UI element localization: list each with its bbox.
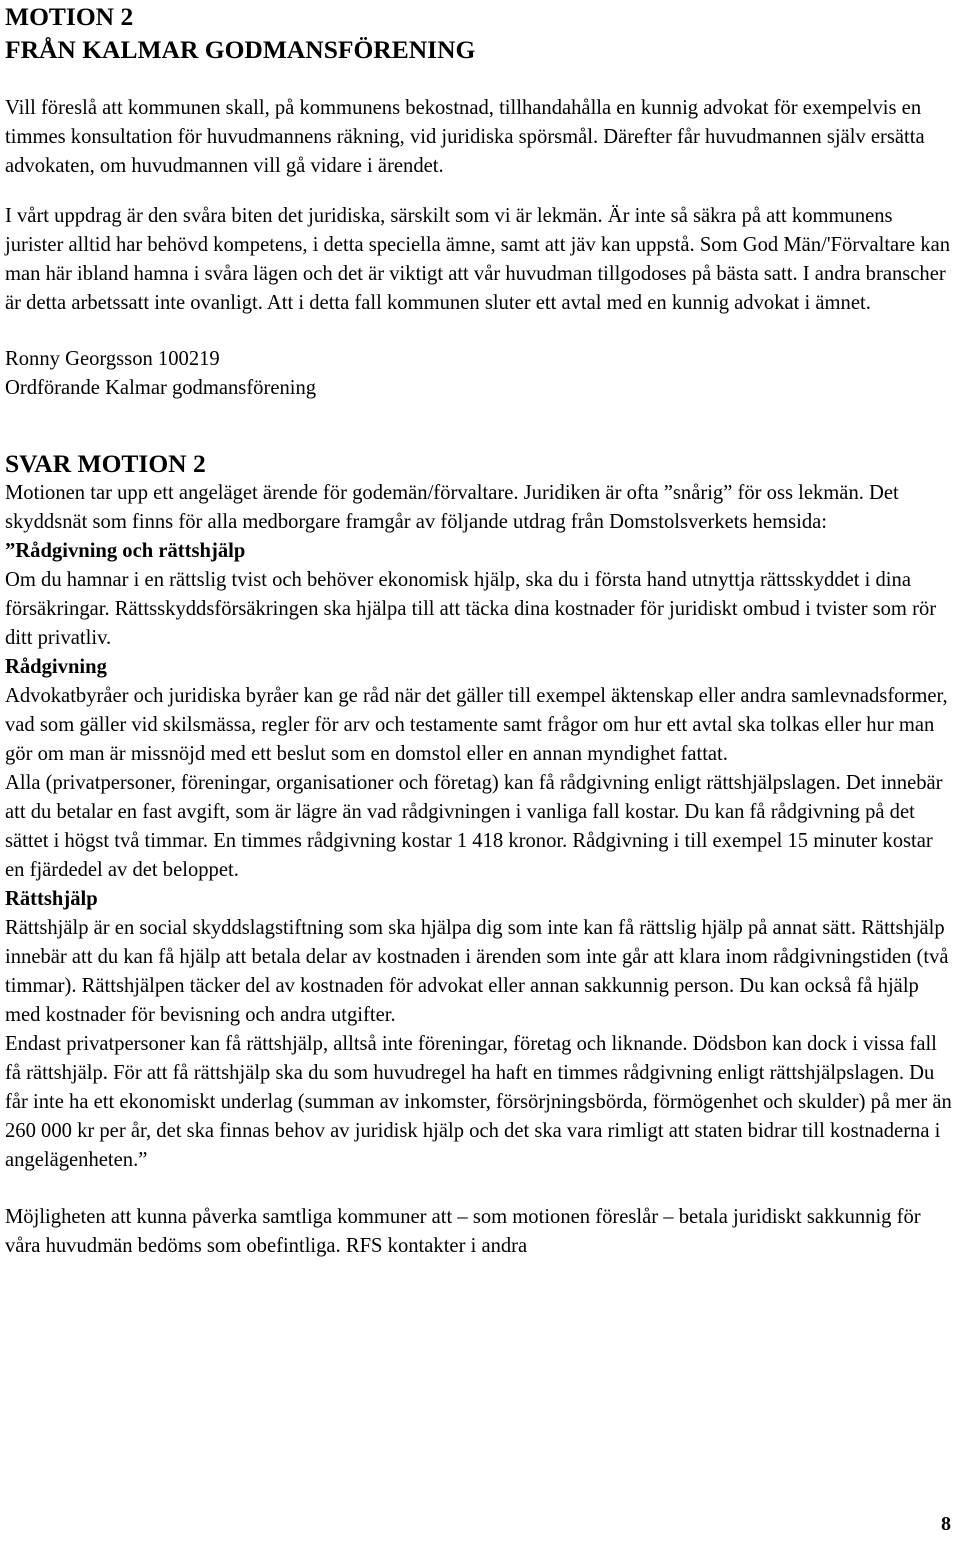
quote-heading: ”Rådgivning och rättshjälp xyxy=(5,540,246,562)
answer-heading: SVAR MOTION 2 xyxy=(5,449,206,478)
motion-subtitle: FRÅN KALMAR GODMANSFÖRENING xyxy=(5,35,476,64)
signature-name: Ronny Georgsson 100219 xyxy=(5,348,220,370)
quote-paragraph-1: Om du hamnar i en rättslig tvist och behöver ekonomisk hjälp, ska du i första hand utnyttja rättsskyddet i dina försäkringar. Rättsskyddsförsäkringen ska hjälpa till att täcka dina kostnader för juridiskt ombud i tvister som rör ditt privatliv. xyxy=(5,569,937,649)
page-number: 8 xyxy=(941,1513,951,1535)
radgivning-paragraph-1: Advokatbyråer och juridiska byråer kan ge råd när det gäller till exempel äktenskap eller andra samlevnadsformer, vad som gäller vid skilsmässa, regler för arv och testamente samt frågor om hur ett avtal ska tolkas eller hur man gör om man är missnöjd med ett beslut som en domstol eller en annan myndighet fattat. xyxy=(5,685,948,765)
motion-paragraph-1: Vill föreslå att kommunen skall, på kommunens bekostnad, tillhandahålla en kunnig advokat för exempelvis en timmes konsultation för huvudmannens räkning, vid juridiska spörsmål. Därefter får huvudmannen själv ersätta advokaten, om huvudmannen vill gå vidare i ärendet. xyxy=(5,97,925,177)
motion-paragraph-2: I vårt uppdrag är den svåra biten det juridiska, särskilt som vi är lekmän. Är inte så säkra på att kommunens jurister alltid har behövd kompetens, i detta speciella ämne, samt att jäv kan uppstå. Som God Män/'Förvaltare kan man här ibland hamna i svåra lägen och det är viktigt att vår huvudman tillgodoses på bästa satt. I andra branscher är detta arbetssatt inte ovanligt. Att i detta fall kommunen sluter ett avtal med en kunnig advokat i ämnet. xyxy=(5,205,951,314)
rattshjalp-paragraph-1: Rättshjälp är en social skyddslagstiftning som ska hjälpa dig som inte kan få rättslig hjälp på annat sätt. Rättshjälp innebär att du kan få hjälp att betala delar av kostnaden i ärenden som inte går att klara inom rådgivningstiden (två timmar). Rättshjälpen täcker del av kostnaden för advokat eller annan sakkunnig person. Du kan också få hjälp med kostnader för bevisning och andra utgifter. xyxy=(5,917,949,1026)
rattshjalp-heading: Rättshjälp xyxy=(5,888,98,910)
answer-intro: Motionen tar upp ett angeläget ärende för godemän/förvaltare. Juridiken är ofta ”snårig” för oss lekmän. Det skyddsnät som finns för alla medborgare framgår av följande utdrag från Domstolsverkets hemsida: xyxy=(5,482,899,533)
motion-title: MOTION 2 xyxy=(5,2,134,31)
closing-paragraph: Möjligheten att kunna påverka samtliga kommuner att – som motionen föreslår – betala juridiskt sakkunnig för våra huvudmän bedöms som obefintliga. RFS kontakter i andra xyxy=(5,1206,921,1257)
radgivning-paragraph-2: Alla (privatpersoner, föreningar, organisationer och företag) kan få rådgivning enligt rättshjälpslagen. Det innebär att du betalar en fast avgift, som är lägre än vad rådgivningen i vanliga fall kostar. Du kan få rådgivning på det sättet i högst två timmar. En timmes rådgivning kostar 1 418 kronor. Rådgivning i till exempel 15 minuter kostar en fjärdedel av det beloppet. xyxy=(5,772,943,881)
document-page xyxy=(5,0,955,1261)
radgivning-heading: Rådgivning xyxy=(5,656,107,678)
signature-title: Ordförande Kalmar godmansförening xyxy=(5,377,317,399)
rattshjalp-paragraph-2: Endast privatpersoner kan få rättshjälp, alltså inte föreningar, företag och liknande. Dödsbon kan dock i vissa fall få rättshjälp. För att få rättshjälp ska du som huvudregel ha haft en timmes rådgivning enligt rättshjälpslagen. Du får inte ha ett ekonomiskt underlag (summan av inkomster, försörjningsbörda, förmögenhet och skulder) på mer än 260 000 kr per år, det ska finnas behov av juridisk hjälp och det ska vara rimligt att staten bidrar till kostnaderna i angelägenheten.” xyxy=(5,1033,952,1171)
